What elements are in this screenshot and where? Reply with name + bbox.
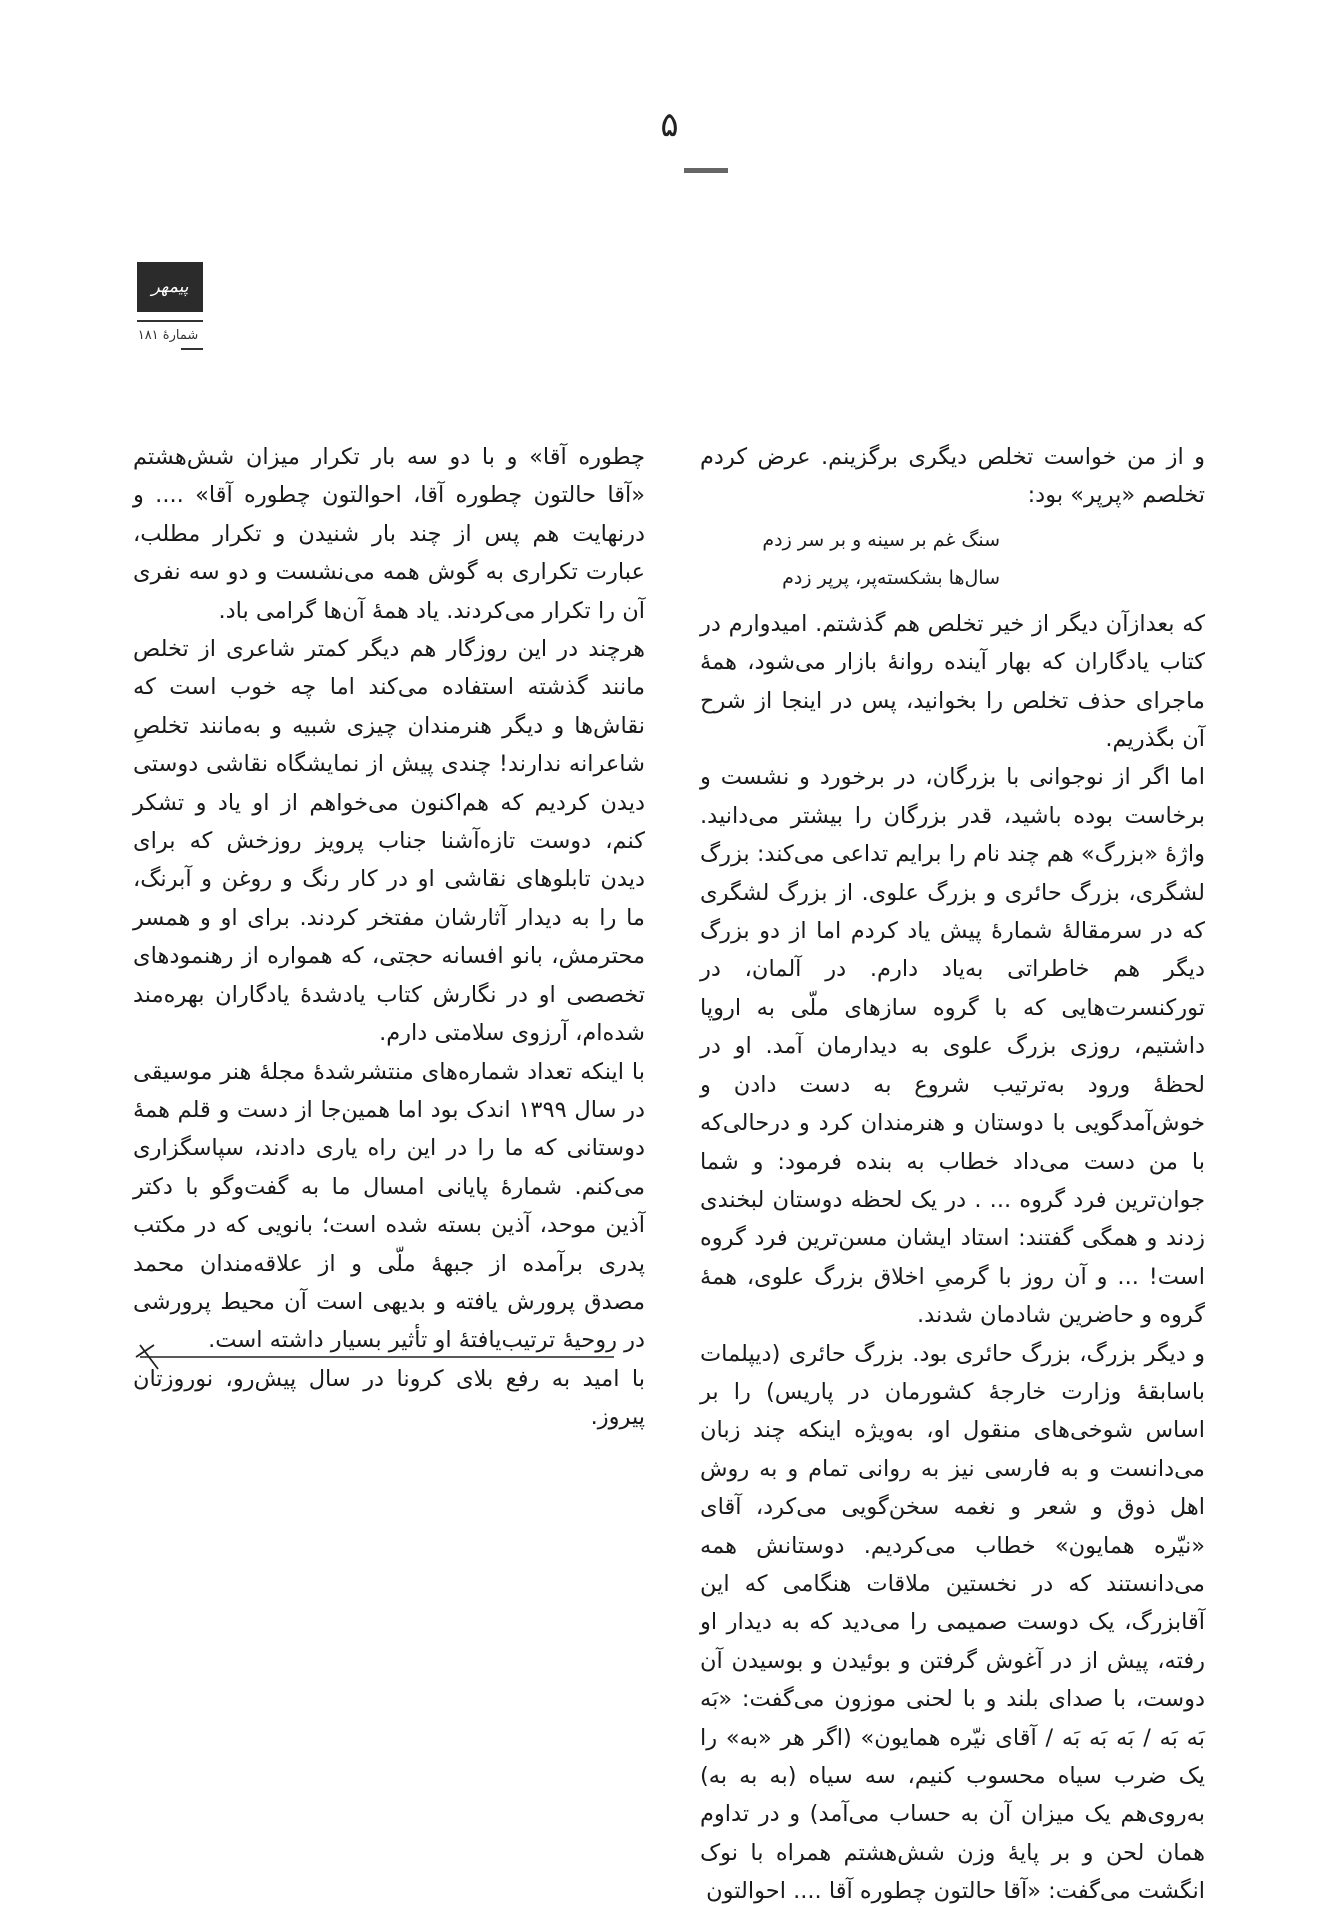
poem [700,521,1205,597]
paragraph: که بعدازآن دیگر از خیر تخلص هم گذشتم. امیدوارم در کتاب یادگاران که بهار آینده روانهٔ بازار می‌شود، همهٔ ماجرای حذف تخلص را بخوانید، پس در اینجا از شرح آن بگذریم. [700,610,1205,753]
paragraph: چطوره آقا» و با دو سه بار تکرار میزان شش‌هشتم «آقا حالتون چطوره آقا، احوالتون چطوره آقا» .... و درنهایت هم پس از چند بار شنیدن و تکرار مطلب، عبارت تکراری به گوش همه می‌نشست و دو سه نفری آن را تکرار می‌کردند. یاد همهٔ آن‌ها گرامی باد. [133,444,645,624]
intro-paragraph: و از من خواست تخلص دیگری برگزینم. عرض کردم تخلصم «پرپر» بود: [700,444,1205,509]
poem-line: سال‌ها بشکسته‌پر، پرپر زدم [782,566,1000,589]
paragraph: و دیگر بزرگ، بزرگ حائری بود. بزرگ حائری (دیپلمات باسابقهٔ وزارت خارجهٔ کشورمان در پاریس) را بر اساس شوخی‌های منقول او، به‌ویژه اینکه چند زبان می‌دانست و به فارسی نیز به روانی تمام و به روش اهل ذوق و شعر و نغمه سخن‌گویی می‌کرد، آقای «نیّره همایون» خطاب می‌کردیم. دوستانش همه می‌دانستند که در نخستین ملاقات هنگامی که این آقابزرگ، یک دوست صمیمی را می‌دید که به دیدار او رفته، پیش از در آغوش گرفتن و بوئیدن و بوسیدن آن دوست، با صدای بلند و با لحنی موزون می‌گفت: «بَه بَه بَه / بَه بَه بَه / آقای نیّره همایون» (اگر هر «به» را یک ضرب سیاه محسوب کنیم، سه سیاه (به به به) به‌روی‌هم یک میزان آن به حساب می‌آمد) و در تداوم همان لحن و بر پایهٔ وزن شش‌هشتم همراه با نوک انگشت می‌گفت: «آقا حالتون چطوره آقا .... احوالتون [700,1340,1205,1905]
issue-rule [181,348,203,350]
paragraph: اما اگر از نوجوانی با بزرگان، در برخورد و نشست و برخاست بوده باشید، قدر بزرگان را بیشتر می‌دانید. واژهٔ «بزرگ» هم چند نام را برایم تداعی می‌کند: بزرگ لشگری، بزرگ حائری و بزرگ علوی. از بزرگ لشگری که در سرمقالهٔ شمارهٔ پیش یاد کردم اما از دو بزرگ دیگر هم خاطراتی به‌یاد دارم. در آلمان، در تورکنسرت‌هایی که با گروه سازهای ملّی به اروپا داشتیم، روزی بزرگ علوی به دیدارمان آمد. او در لحظهٔ ورود به‌ترتیب شروع به دست دادن و خوش‌آمدگویی با دوستان و هنرمندان کرد و درحالی‌که با من دست می‌داد خطاب به بنده فرمود: و شما جوان‌ترین فرد گروه ... . در یک لحظه دوستان لبخندی زدند و همگی گفتند: استاد ایشان مسن‌ترین فرد گروه است! ... و آن روز با گرمیِ اخلاق بزرگ علوی، همهٔ گروه و حاضرین شادمان شدند. [700,764,1205,1329]
masthead [133,262,203,350]
magazine-logo: پیمهر [137,262,203,312]
paragraph: هرچند در این روزگار هم دیگر کمتر شاعری از تخلص مانند گذشته استفاده می‌کند اما چه خوب است که نقاش‌ها و دیگر هنرمندان چیزی شبیه و به‌مانند تخلصِ شاعرانه ندارند! چندی پیش از نمایشگاه نقاشی دوستی دیدن کردیم که هم‌اکنون می‌خواهم از او یاد و تشکر کنم، دوست تازه‌آشنا جناب پرویز روزخش که برای دیدن تابلوهای نقاشی او در کار رنگ و روغن و آبرنگ، ما را به دیدار آثارشان مفتخر کردند. برای او و همسر محترمش، بانو افسانه حجتی، که همواره از رهنمودهای تخصصی او در نگارش کتاب یادشدهٔ یادگاران بهره‌مند شده‌ام، آرزوی سلامتی دارم. [133,636,645,1047]
issue-number: شمارهٔ ۱۸۱ [137,328,199,343]
article-column-right [700,438,1205,1911]
closing-line: با امید به رفع بلای کرونا در سال پیش‌رو، نوروزتان پیروز. [133,1365,645,1431]
masthead-rule [137,320,203,322]
article-end-mark [134,1343,616,1373]
page-number-rule [684,168,728,173]
paragraph: با اینکه تعداد شماره‌های منتشرشدهٔ مجلهٔ هنر موسیقی در سال ۱۳۹۹ اندک بود اما همین‌جا از دست و قلم همهٔ دوستانی که ما را در این راه یاری دادند، سپاسگزاری می‌کنم. شمارهٔ پایانی امسال ما به گفت‌وگو با دکتر آذین موحد، آذین بسته شده است؛ بانویی که در مکتب پدری برآمده از جبههٔ ملّی و از علاقه‌مندان محمد مصدق پرورش یافته و بدیهی است آن محیط پرورشی در روحیهٔ ترتیب‌یافتهٔ او تأثیر بسیار داشته است. [133,1058,646,1354]
article-column-left [133,438,645,1437]
poem-line: سنگ غم بر سینه و بر سر زدم [762,528,1000,551]
page-number: ۵ [660,105,679,145]
